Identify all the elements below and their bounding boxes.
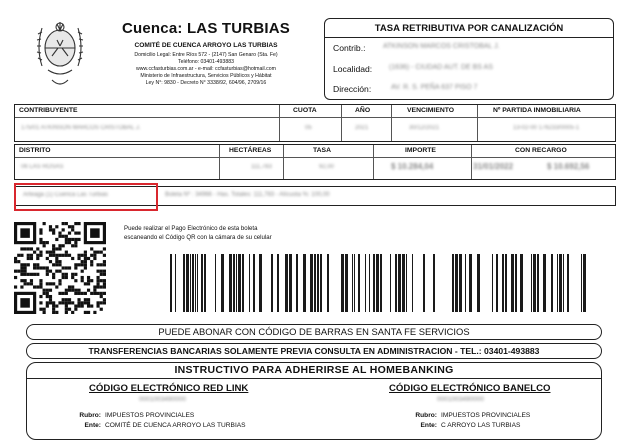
importe-value: $ 10.284,04 bbox=[391, 162, 434, 171]
header-contribuyente: CONTRIBUYENTE bbox=[19, 107, 78, 114]
banelco-rubro-value: IMPUESTOS PROVINCIALES bbox=[441, 412, 531, 419]
direccion-value: AV. R. S. PEÑA 637 PISO 7 bbox=[391, 84, 478, 91]
qr-code-icon[interactable] bbox=[14, 222, 106, 314]
contrib-label: Contrib.: bbox=[333, 43, 366, 53]
localidad-value: (1636) - CIUDAD AUT. DE BS AS bbox=[389, 64, 493, 71]
banelco-title: CÓDIGO ELECTRÓNICO BANELCO bbox=[389, 383, 551, 394]
importe-table bbox=[14, 144, 616, 180]
cuota-value: 05 bbox=[305, 125, 312, 131]
header-cuota: CUOTA bbox=[293, 107, 317, 114]
contribuyente-table bbox=[14, 104, 616, 142]
org-address: Domicilio Legal: Entre Ríos 572 - (2147) San Genaro (Sta. Fe) bbox=[134, 52, 278, 58]
localidad-row bbox=[333, 64, 493, 74]
recargo-date: 31/01/2022 bbox=[473, 162, 514, 171]
homebanking-title: INSTRUCTIVO PARA ADHERIRSE AL HOMEBANKING bbox=[174, 364, 454, 376]
header-anio: AÑO bbox=[355, 107, 371, 114]
coat-of-arms-icon bbox=[28, 18, 92, 92]
qr-instruction-line-2: escaneando el Código QR con la cámara de su celular bbox=[124, 234, 272, 241]
org-ministry: Ministerio de Infraestructura, Servicios Públicos y Hábitat bbox=[140, 72, 272, 79]
partida-value: 13-02-00 176233/0005-1 bbox=[513, 125, 580, 131]
banelco-ente-label: Ente: bbox=[420, 422, 437, 429]
redlink-ente-value: COMITÉ DE CUENCA ARROYO LAS TURBIAS bbox=[105, 422, 246, 429]
header-importe: IMPORTE bbox=[405, 147, 436, 154]
redlink-code: 0001003490000 bbox=[139, 396, 186, 403]
contribuyente-value: 175/01 ATKINSON MARCOS CRISTOBAL J. bbox=[21, 125, 141, 131]
header-hectareas: HECTÁREAS bbox=[229, 147, 272, 154]
header-con-recargo: CON RECARGO bbox=[515, 147, 567, 154]
org-law: Ley N°: 9830 - Decreto N° 3338/92, 604/96, 2709/16 bbox=[145, 79, 267, 86]
hectareas-value: 111,783 bbox=[251, 164, 272, 170]
header-vencimiento: VENCIMIENTO bbox=[407, 107, 455, 114]
barcode-payment-note: PUEDE ABONAR CON CÓDIGO DE BARRAS EN SANTA FE SERVICIOS bbox=[26, 324, 602, 340]
boleta-details: Boleta Nº : 34966 - Has. Totales: 111,783 - Alícuota %: 100,00 bbox=[165, 192, 330, 198]
banelco-rubro bbox=[415, 412, 531, 419]
qr-instructions bbox=[124, 224, 272, 242]
header-tasa: TASA bbox=[313, 147, 331, 154]
header-partida: Nº PARTIDA INMOBILIARIA bbox=[493, 107, 581, 114]
banelco-ente-value: C ARROYO LAS TURBIAS bbox=[441, 422, 521, 429]
vencimiento-value: 30/12/2021 bbox=[409, 125, 440, 131]
transfer-note: TRANSFERENCIAS BANCARIAS SOLAMENTE PREVIA CONSULTA EN ADMINISTRACION - TEL.: 03401-493883 bbox=[26, 343, 602, 359]
org-contact-lines bbox=[112, 52, 300, 87]
tasa-value: 92,00 bbox=[319, 164, 335, 170]
barcode-icon bbox=[170, 254, 590, 312]
homebanking-divider bbox=[27, 378, 601, 379]
redlink-title: CÓDIGO ELECTRÓNICO RED LINK bbox=[89, 383, 249, 394]
banelco-ente bbox=[420, 422, 521, 429]
redlink-rubro-label: Rubro: bbox=[79, 412, 101, 419]
redlink-ente bbox=[84, 422, 246, 429]
anio-value: 2021 bbox=[355, 125, 369, 131]
tasa-divider bbox=[325, 37, 613, 38]
tasa-box bbox=[324, 18, 614, 100]
redlink-rubro bbox=[79, 412, 195, 419]
localidad-label: Localidad: bbox=[333, 64, 373, 74]
direccion-row bbox=[333, 84, 478, 94]
redlink-rubro-value: IMPUESTOS PROVINCIALES bbox=[105, 412, 195, 419]
org-phone: Teléfono: 03401-493883 bbox=[178, 58, 234, 65]
homebanking-box bbox=[26, 362, 602, 440]
org-title: Cuenca: LAS TURBIAS bbox=[122, 20, 290, 37]
contrib-value: ATKINSON MARCOS CRISTOBAL J. bbox=[383, 43, 500, 50]
tasa-title: TASA RETRIBUTIVA POR CANALIZACIÓN bbox=[374, 23, 564, 34]
org-web-email: www.ccfasturbias.com.ar - e-mail: ccfasturbias@hotmail.com bbox=[136, 65, 276, 72]
recargo-amount: $ 10.692,56 bbox=[547, 162, 590, 171]
redlink-ente-label: Ente: bbox=[84, 422, 101, 429]
header-distrito: DISTRITO bbox=[19, 147, 51, 154]
qr-instruction-line-1: Puede realizar el Pago Electrónico de esta boleta bbox=[124, 225, 258, 232]
org-subtitle: COMITÉ DE CUENCA ARROYO LAS TURBIAS bbox=[134, 42, 278, 49]
cuenca-value: Arteaga (1) Cuenca Las Turbias bbox=[23, 192, 109, 198]
banelco-code: 0001003490000 bbox=[437, 396, 484, 403]
distrito-value: 06 LAS ROSAS bbox=[21, 164, 64, 170]
highlight-box bbox=[14, 183, 158, 211]
direccion-label: Dirección: bbox=[333, 84, 372, 94]
banelco-rubro-label: Rubro: bbox=[415, 412, 437, 419]
contrib-row bbox=[333, 43, 500, 53]
